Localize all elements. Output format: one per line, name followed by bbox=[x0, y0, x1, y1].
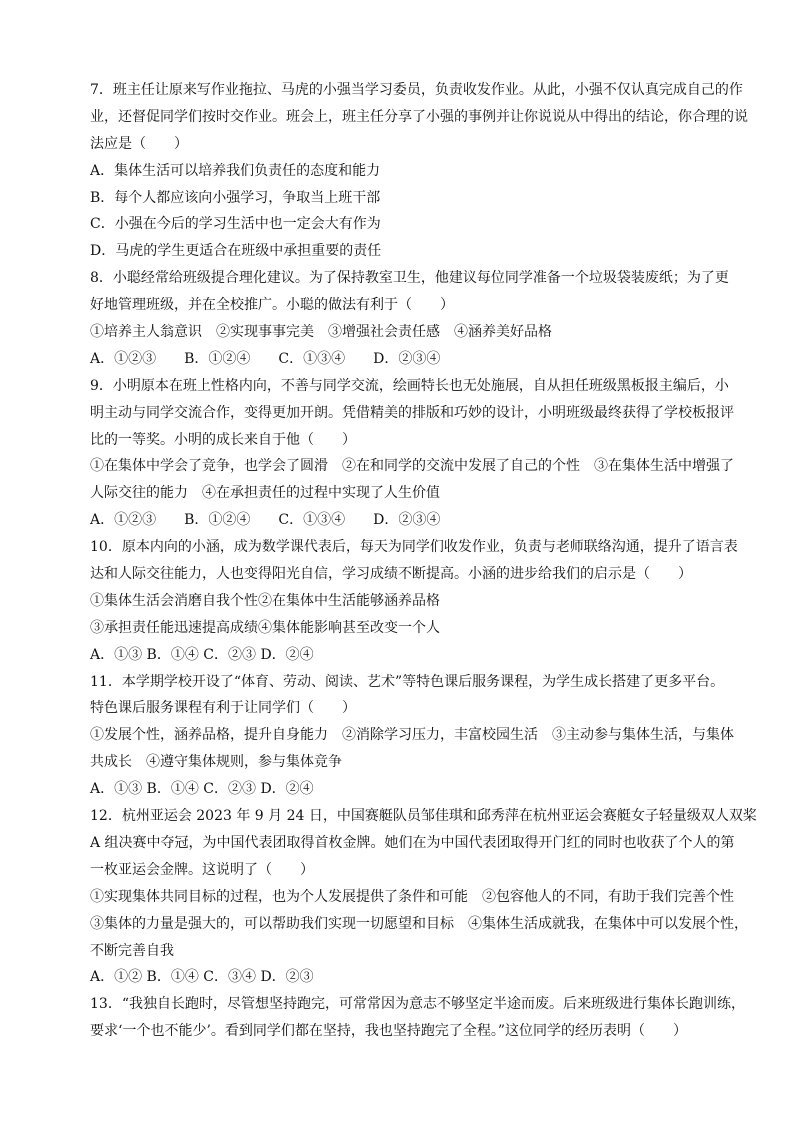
option-line: A．集体生活可以培养我们负责任的态度和能力 bbox=[90, 162, 381, 179]
text-line: 9．小明原本在班上性格内向，不善与同学交流，绘画特长也无处施展，自从担任班级黑板报主编后，小 bbox=[90, 377, 729, 394]
statement-line: ①发展个性，涵养品格，提升自身能力 ②消除学习压力，丰富校园生活 ③主动参与集体生活，与集体 bbox=[90, 727, 734, 744]
option-line: A．①② B．①④ C．③④ D．②③ bbox=[90, 969, 314, 986]
option-line: A．①②③ B．①②④ C．①③④ D．②③④ bbox=[90, 350, 441, 367]
text-line: 11．本学期学校开设了“体育、劳动、阅读、艺术”等特色课后服务课程，为学生成长搭建了更多平台。 bbox=[90, 673, 725, 690]
statement-line: 共成长 ④遵守集体规则，参与集体竞争 bbox=[90, 754, 342, 771]
statement-line: ③承担责任能迅速提高成绩④集体能影响甚至改变一个人 bbox=[90, 619, 440, 636]
option-line: A．①③ B．①④ C．②③ D．②④ bbox=[90, 646, 314, 663]
text-line: 达和人际交往能力，人也变得阳光自信，学习成绩不断提高。小涵的进步给我们的启示是（ ） bbox=[90, 566, 692, 583]
text-line: 一枚亚运会金牌。这说明了（ ） bbox=[90, 861, 314, 878]
text-line: 7．班主任让原来写作业拖拉、马虎的小强当学习委员，负责收发作业。从此，小强不仅认真完成自己的作 bbox=[90, 82, 743, 98]
statement-line: ①在集体中学会了竞争，也学会了圆滑 ②在和同学的交流中发展了自己的个性 ③在集体生活中增强了 bbox=[90, 458, 734, 475]
text-line: 法应是（ ） bbox=[90, 135, 188, 152]
statement-line: ③集体的力量是强大的，可以帮助我们实现一切愿望和目标 ④集体生活成就我，在集体中可以发展个性， bbox=[90, 915, 748, 932]
option-line: A．①②③ B．①②④ C．①③④ D．②③④ bbox=[90, 512, 441, 529]
text-line: 好地管理班级，并在全校推广。小聪的做法有利于（ ） bbox=[90, 297, 454, 314]
text-line: 10．原本内向的小涵，成为数学课代表后，每天为同学们收发作业，负责与老师联络沟通，提升了语言表 bbox=[90, 539, 738, 556]
text-line: A 组决赛中夺冠，为中国代表团取得首枚金牌。她们在为中国代表团取得开门红的同时也收获了个人的第 bbox=[90, 834, 735, 851]
statement-line: ①实现集体共同目标的过程，也为个人发展提供了条件和可能 ②包容他人的不同，有助于我们完善个性 bbox=[90, 888, 734, 905]
text-line: 业，还督促同学们按时交作业。班会上，班主任分享了小强的事例并让你说说从中得出的结论，你合理的说 bbox=[90, 108, 748, 125]
question-page bbox=[90, 77, 757, 1045]
option-line: B．每个人都应该向小强学习，争取当上班干部 bbox=[90, 189, 381, 206]
statement-line: 不断完善自我 bbox=[90, 942, 174, 959]
text-line: 12．杭州亚运会 2023 年 9 月 24 日，中国赛艇队员邹佳琪和邱秀萍在杭州亚运会赛艇女子轻量级双人双桨 bbox=[90, 808, 757, 825]
option-line: D．马虎的学生更适合在班级中承担重要的责任 bbox=[90, 243, 382, 260]
statement-line: ①培养主人翁意识 ②实现事事完美 ③增强社会责任感 ④涵养美好品格 bbox=[90, 324, 552, 341]
statement-line: 人际交往的能力 ④在承担责任的过程中实现了人生价值 bbox=[90, 485, 440, 502]
text-line: 特色课后服务课程有利于让同学们（ ） bbox=[90, 700, 356, 717]
text-line: 要求‘一个也不能少’。看到同学们都在坚持，我也坚持跑完了全程。”这位同学的经历表明（ ） bbox=[90, 1023, 688, 1040]
option-line: C．小强在今后的学习生活中也一定会大有作为 bbox=[90, 216, 381, 233]
text-line: 明主动与同学交流合作，变得更加开朗。凭借精美的排版和巧妙的设计，小明班级最终获得了学校板报评 bbox=[90, 404, 734, 421]
text-line: 8．小聪经常给班级提合理化建议。为了保持教室卫生，他建议每位同学准备一个垃圾袋装废纸；为了更 bbox=[90, 270, 729, 287]
text-line: 比的一等奖。小明的成长来自于他（ ） bbox=[90, 431, 356, 448]
statement-line: ①集体生活会消磨自我个性②在集体中生活能够涵养品格 bbox=[90, 592, 440, 609]
option-line: A．①③ B．①④ C．②③ D．②④ bbox=[90, 781, 314, 798]
text-line: 13．“我独自长跑时，尽管想坚持跑完，可常常因为意志不够坚定半途而废。后来班级进行集体长跑训练， bbox=[90, 996, 745, 1013]
